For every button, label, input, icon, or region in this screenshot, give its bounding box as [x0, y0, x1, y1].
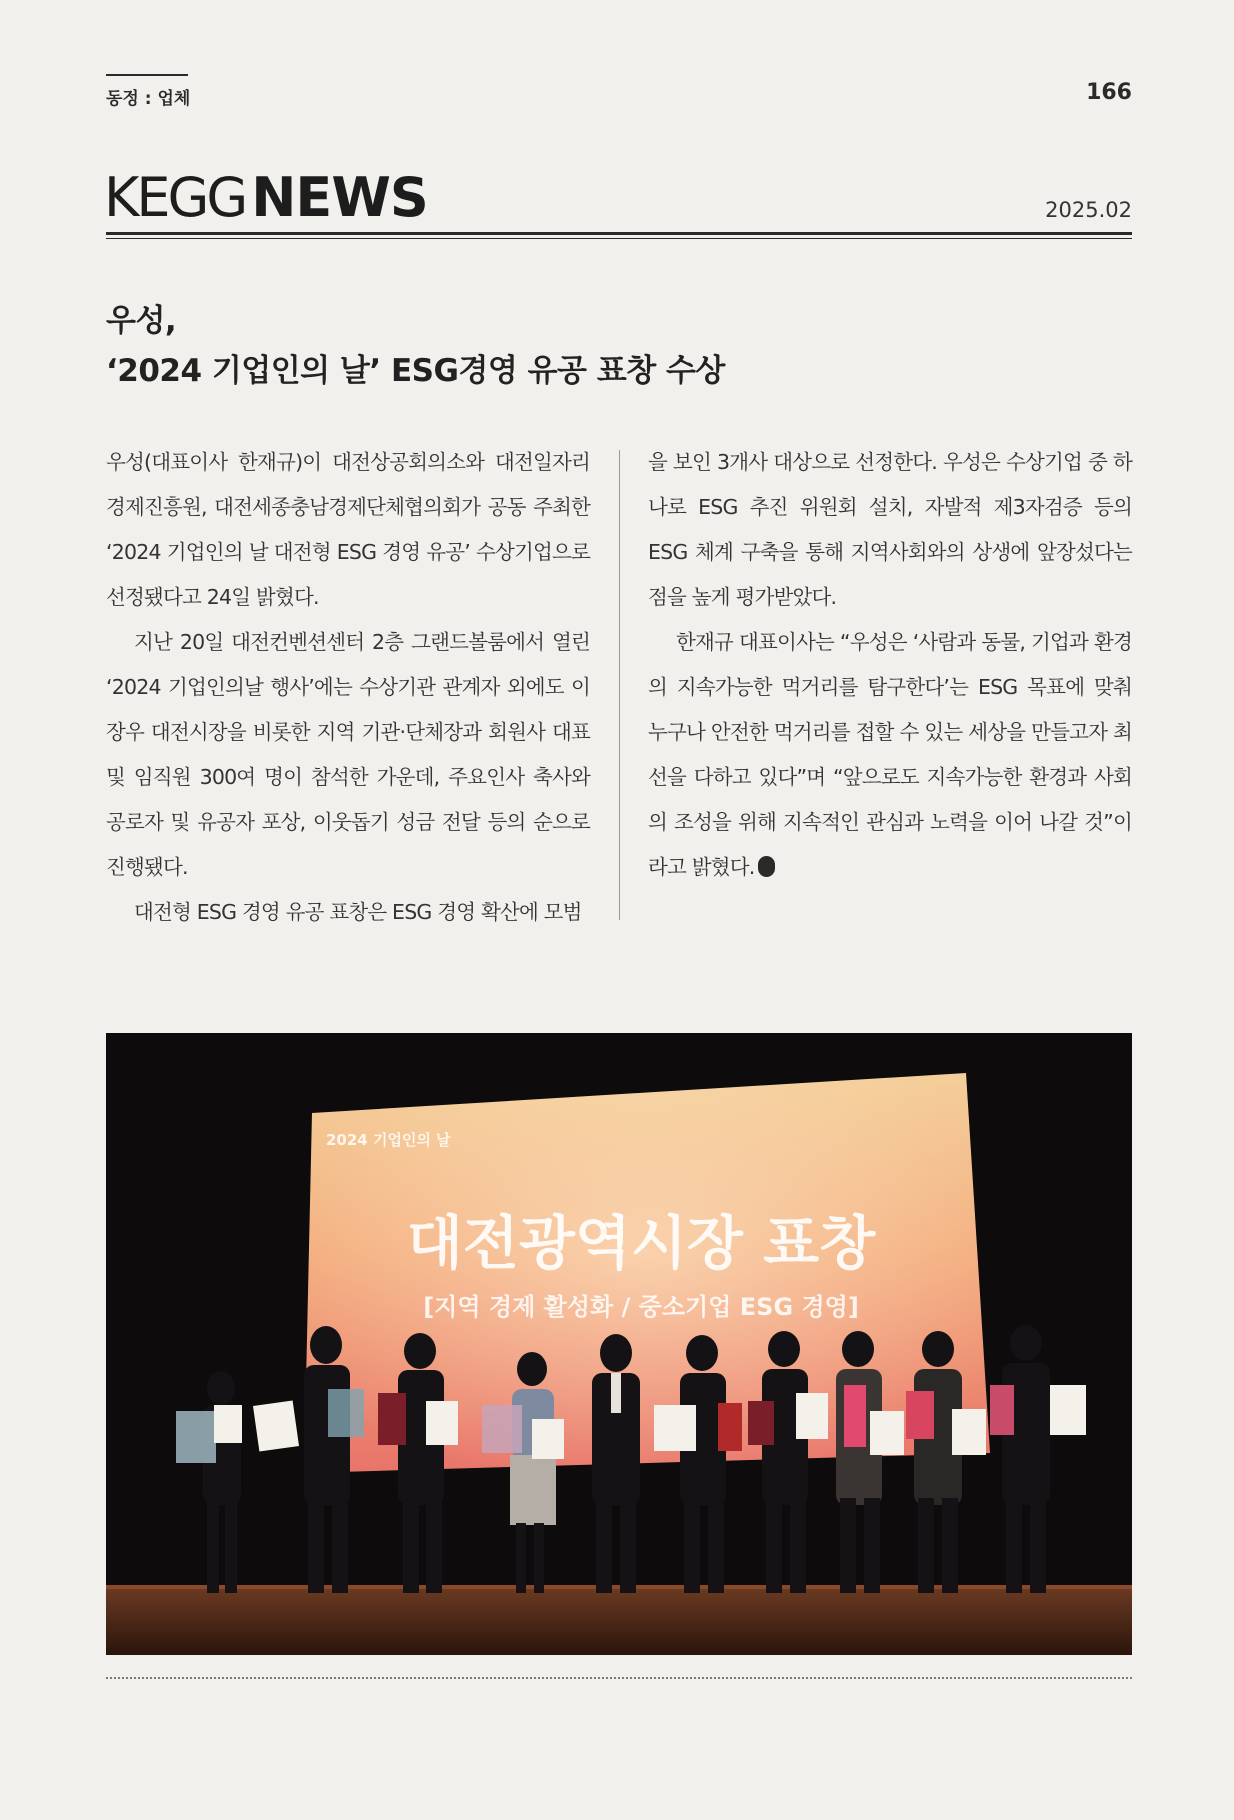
paragraph: 한재규 대표이사는 “우성은 ‘사람과 동물, 기업과 환경의 지속가능한 먹거리를 탐구한다’는 ESG 목표에 맞춰 누구나 안전한 먹거리를 접할 수 있는 세상을 만들고자 최선을 다하고 있다”며 “앞으로도 지속가능한 환경과 사회의 조성을 위해 지속적인 관심과 노력을 이어 나갈 것”이라고 밝혔다. — [648, 630, 1132, 879]
article-column-left — [106, 440, 590, 935]
column-divider — [619, 450, 620, 920]
article-headline — [106, 296, 1006, 396]
headline-line-2: ‘2024 기업인의 날’ ESG경영 유공 표창 수상 — [106, 353, 725, 389]
award-ceremony-photo — [106, 1033, 1132, 1655]
article-column-right — [648, 440, 1132, 890]
masthead-title-light: KEGG — [104, 166, 246, 229]
headline-line-1: 우성, — [106, 303, 177, 339]
end-mark-icon — [758, 856, 775, 877]
screen-title: 대전광역시장 표창 — [406, 1209, 876, 1277]
screen-caption: 2024 기업인의 날 — [326, 1131, 451, 1149]
paragraph: 을 보인 3개사 대상으로 선정한다. 우성은 수상기업 중 하나로 ESG 추진 위원회 설치, 자발적 제3자검증 등의 ESG 체계 구축을 통해 지역사회와의 상생에 앞장섰다는 점을 높게 평가받았다. — [648, 450, 1132, 609]
page-number: 166 — [1086, 80, 1132, 105]
screen-subtitle: [지역 경제 활성화 / 중소기업 ESG 경영] — [423, 1293, 859, 1321]
masthead-title — [104, 168, 428, 228]
masthead-rule-thin — [106, 238, 1132, 239]
section-tag-rule — [106, 74, 188, 76]
masthead-title-bold: NEWS — [251, 166, 428, 229]
footer-dotted-rule — [106, 1677, 1132, 1679]
section-label: 동정 : 업체 — [106, 89, 191, 109]
paragraph: 지난 20일 대전컨벤션센터 2층 그랜드볼룸에서 열린 ‘2024 기업인의날 행사’에는 수상기관 관계자 외에도 이장우 대전시장을 비롯한 지역 기관·단체장과 회원사 대표 및 임직원 300여 명이 참석한 가운데, 주요인사 축사와 공로자 및 유공자 포상, 이웃돕기 성금 전달 등의 순으로 진행됐다. — [106, 630, 590, 879]
masthead-rule — [106, 232, 1132, 235]
paragraph: 우성(대표이사 한재규)이 대전상공회의소와 대전일자리경제진흥원, 대전세종충남경제단체협의회가 공동 주최한 ‘2024 기업인의 날 대전형 ESG 경영 유공’ 수상기업으로 선정됐다고 24일 밝혔다. — [106, 450, 590, 609]
issue-date: 2025.02 — [1045, 198, 1132, 222]
paragraph: 대전형 ESG 경영 유공 표창은 ESG 경영 확산에 모범 — [134, 900, 582, 924]
